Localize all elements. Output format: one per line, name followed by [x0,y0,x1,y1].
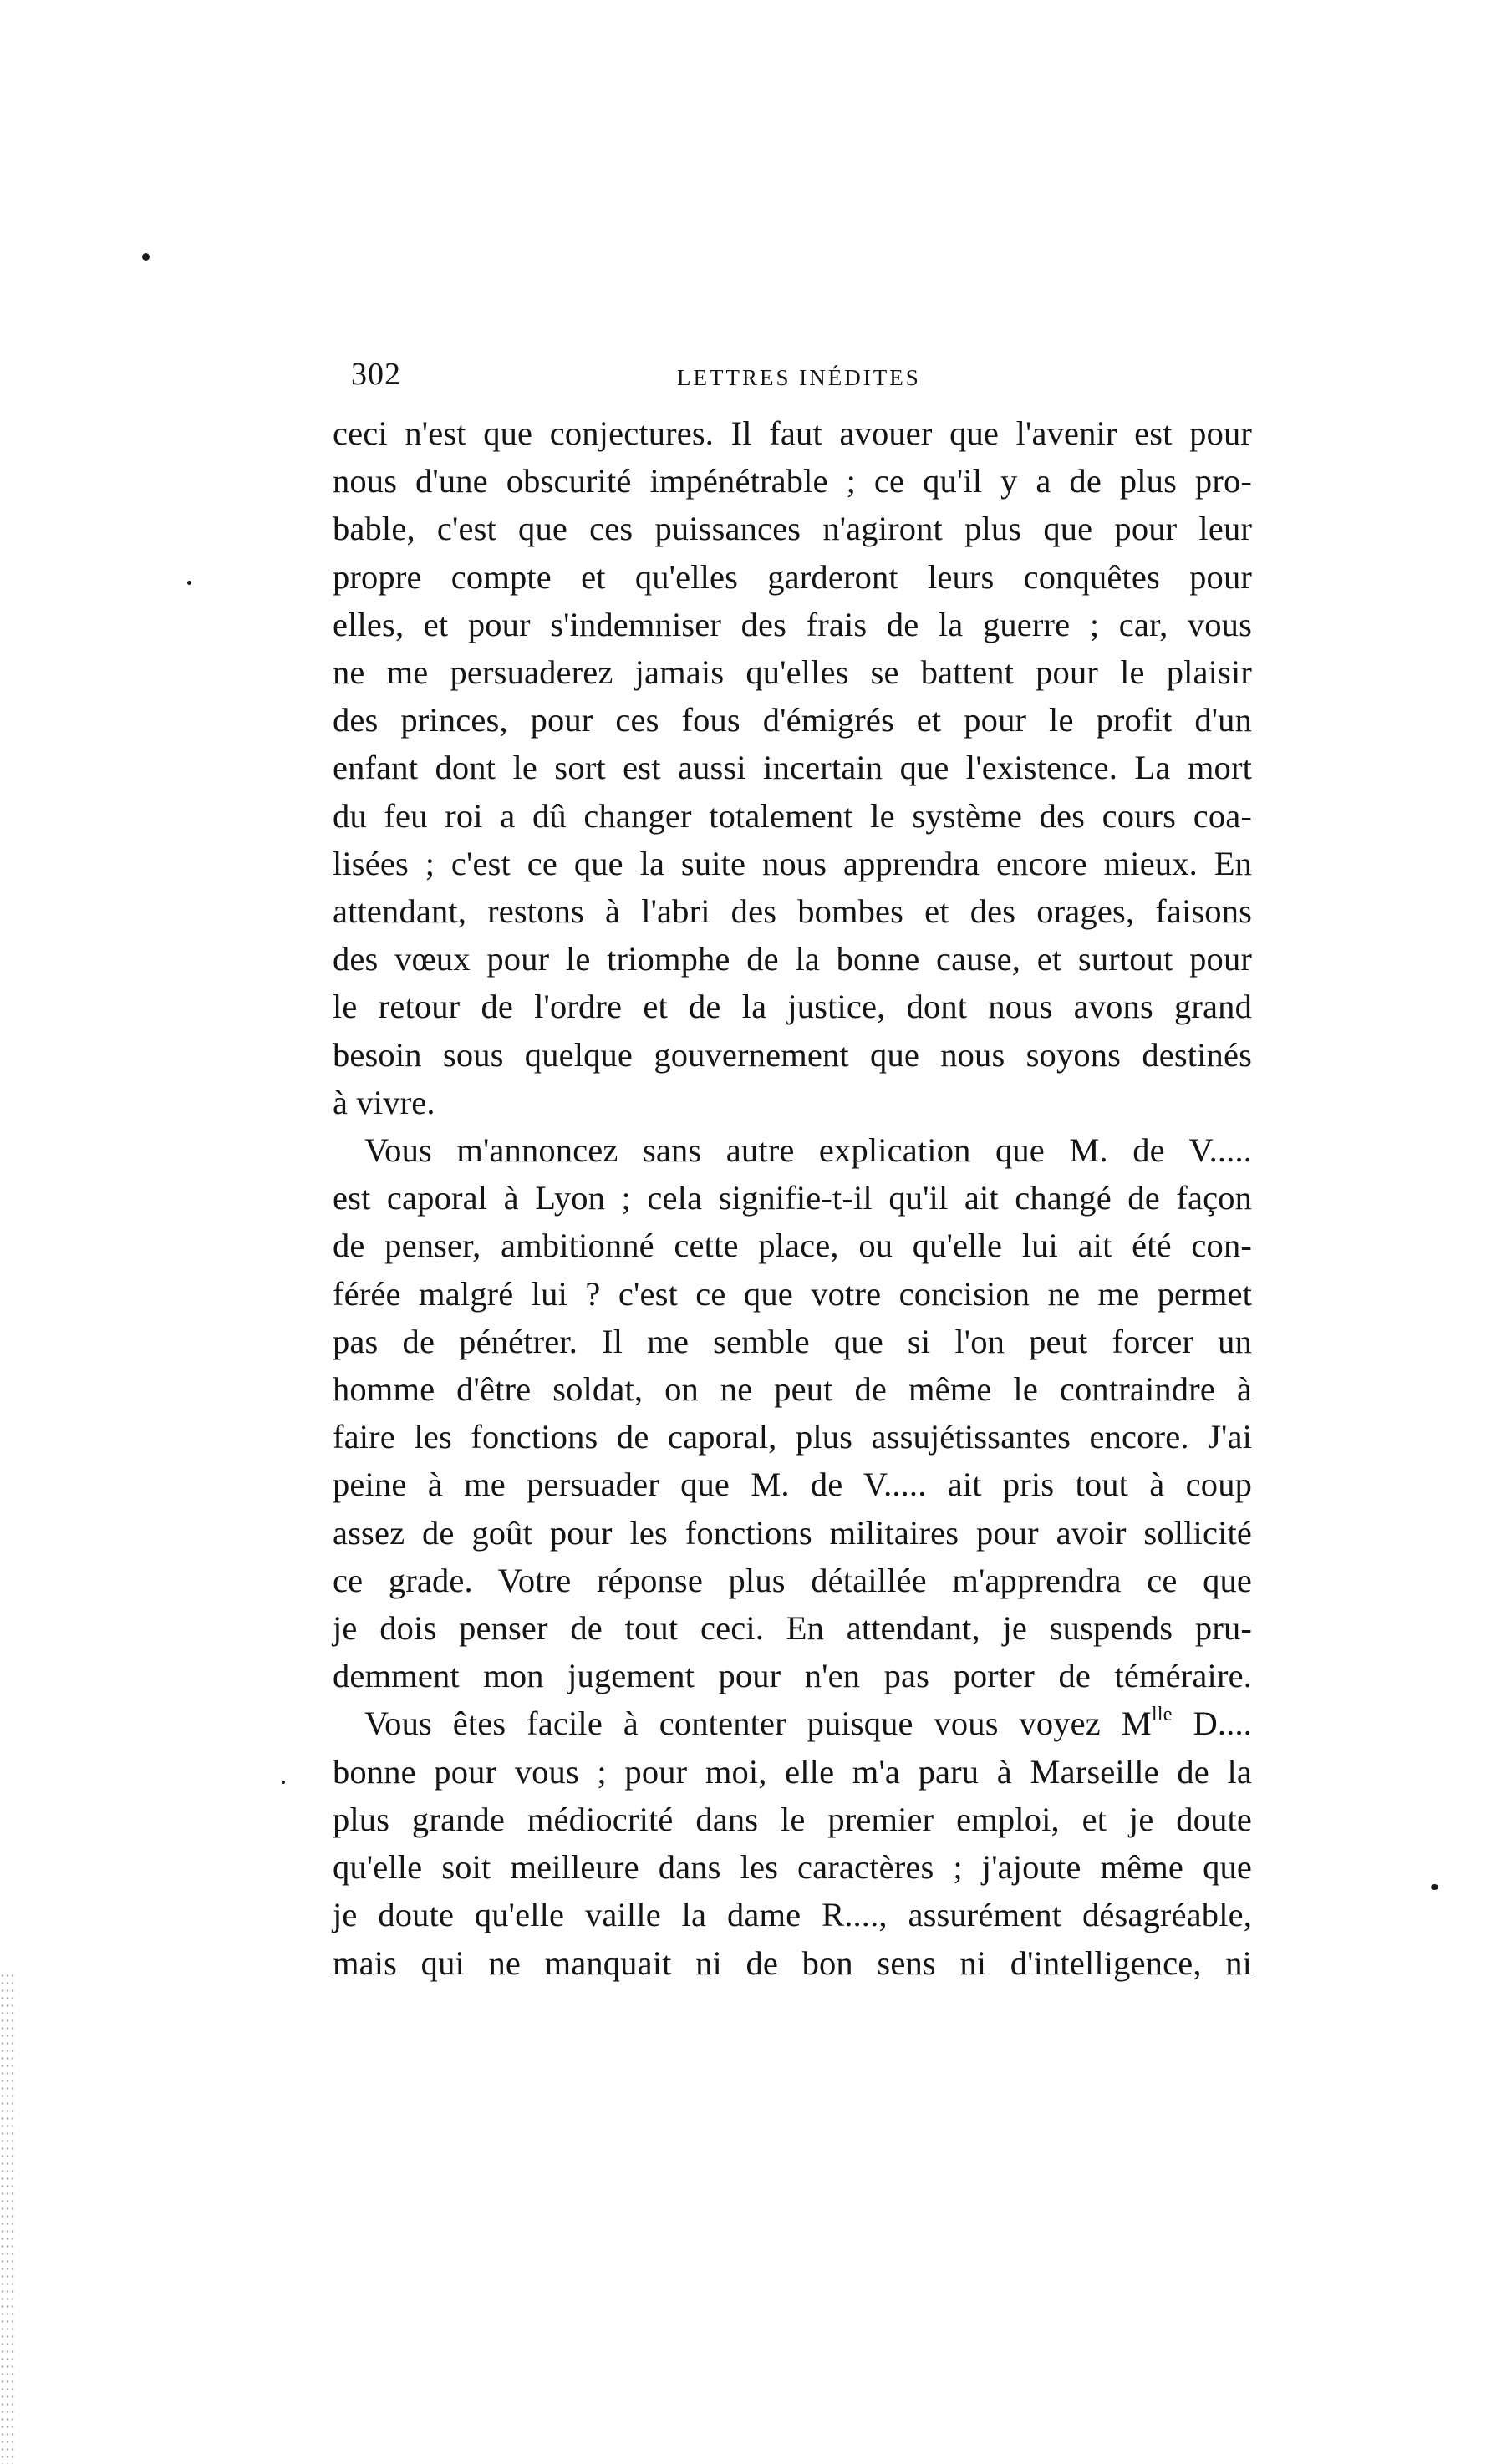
page-header [351,349,1254,399]
text-line: des vœux pour le triomphe de la bonne cause, et surtout pour [333,940,1252,978]
text-line: mais qui ne manquait ni de bon sens ni d'intelligence, ni [333,1943,1252,1982]
text-line: bonne pour vous ; pour moi, elle m'a paru à Marseille de la [333,1752,1252,1791]
text-line: ce grade. Votre réponse plus détaillée m'apprendra ce que [333,1561,1252,1599]
text-line [333,1699,1252,1747]
text-line: Vous m'annoncez sans autre explication que M. de V..... [364,1131,1252,1170]
text-line: de penser, ambitionné cette place, ou qu'elle lui ait été con- [333,1227,1252,1265]
scan-edge-noise [0,1972,15,2464]
paragraph-1 [333,409,1252,1126]
paragraph-2 [333,1126,1252,1699]
running-title: LETTRES INÉDITES [677,365,921,390]
text-line: est caporal à Lyon ; cela signifie-t-il qu'il ait changé de façon [333,1179,1252,1217]
text-line: lisées ; c'est ce que la suite nous apprendra encore mieux. En [333,844,1252,882]
text-line: enfant dont le sort est aussi incertain que l'existence. La mort [333,749,1252,787]
text-line: propre compte et qu'elles garderont leurs conquêtes pour [333,557,1252,596]
ink-speck [282,1781,285,1784]
text-run: D.... [1172,1704,1252,1743]
ink-speck [1431,1884,1438,1890]
text-line: assez de goût pour les fonctions militaires pour avoir sollicité [333,1513,1252,1552]
text-line: ceci n'est que conjectures. Il faut avouer que l'avenir est pour [333,414,1252,452]
text-line: bable, c'est que ces puissances n'agiront plus que pour leur [333,510,1252,548]
superscript: lle [1151,1703,1173,1726]
text-line: à vivre. [333,1083,435,1121]
text-line: ne me persuaderez jamais qu'elles se battent pour le plaisir [333,653,1252,692]
text-line: qu'elle soit meilleure dans les caractères ; j'ajoute même que [333,1848,1252,1887]
text-line: faire les fonctions de caporal, plus assujétissantes encore. J'ai [333,1418,1252,1456]
ink-speck [142,253,150,261]
text-line: nous d'une obscurité impénétrable ; ce qu'il y a de plus pro- [333,462,1252,500]
text-line: plus grande médiocrité dans le premier emploi, et je doute [333,1800,1252,1838]
text-line: le retour de l'ordre et de la justice, dont nous avons grand [333,988,1252,1026]
ink-speck [187,581,191,585]
text-line: besoin sous quelque gouvernement que nous soyons destinés [333,1035,1252,1074]
text-line: je dois penser de tout ceci. En attendant, je suspends pru- [333,1609,1252,1648]
body-text [333,409,1252,1987]
text-line: du feu roi a dû changer totalement le système des cours coa- [333,796,1252,835]
text-line: demment mon jugement pour n'en pas porter de téméraire. [333,1657,1252,1695]
text-line: homme d'être soldat, on ne peut de même le contraindre à [333,1370,1252,1409]
text-line: peine à me persuader que M. de V..... ait pris tout à coup [333,1466,1252,1504]
text-line: férée malgré lui ? c'est ce que votre concision ne me permet [333,1274,1252,1313]
text-line: je doute qu'elle vaille la dame R...., assurément désagréable, [333,1896,1252,1934]
page-number: 302 [351,357,401,392]
paragraph-3 [333,1699,1252,1986]
text-line: pas de pénétrer. Il me semble que si l'on peut forcer un [333,1322,1252,1360]
text-line: elles, et pour s'indemniser des frais de la guerre ; car, vous [333,605,1252,643]
text-run: Vous êtes facile à contenter puisque vous voyez M [364,1704,1152,1743]
text-line: attendant, restons à l'abri des bombes et des orages, faisons [333,892,1252,931]
text-line: des princes, pour ces fous d'émigrés et pour le profit d'un [333,701,1252,739]
